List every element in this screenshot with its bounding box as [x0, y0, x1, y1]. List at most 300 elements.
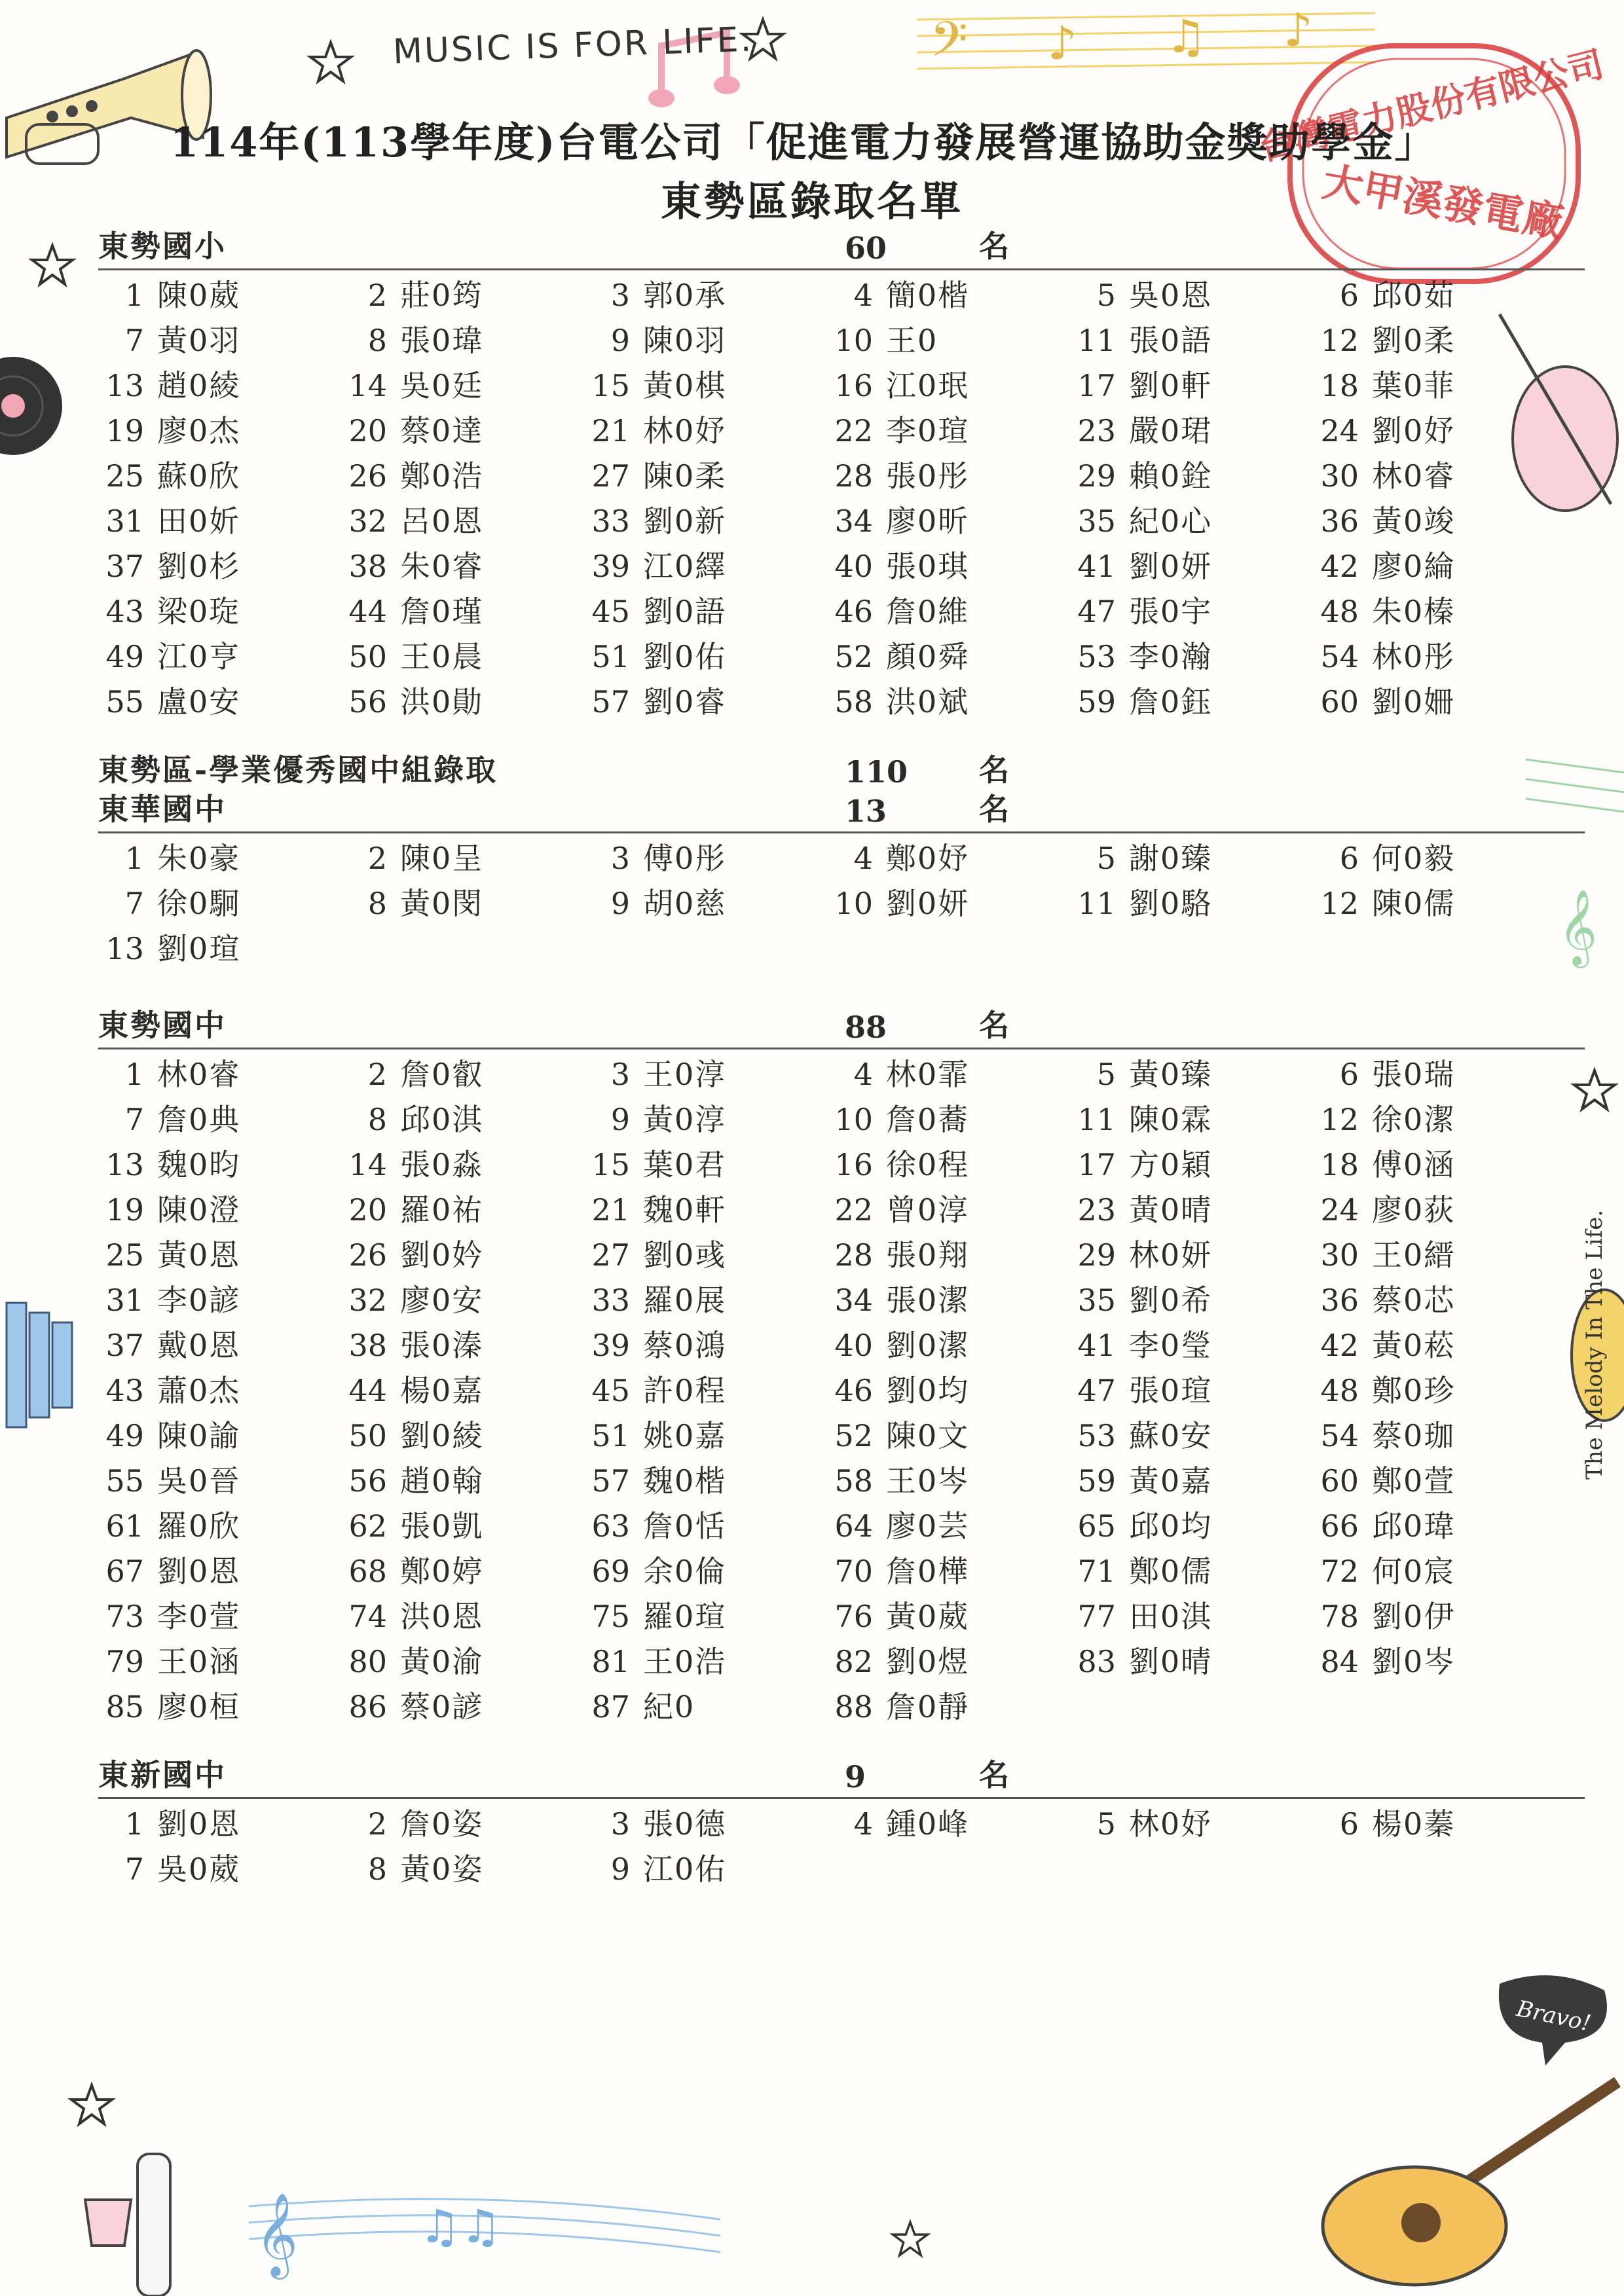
list-item — [1070, 318, 1313, 363]
item-number: 27 — [591, 1237, 630, 1273]
student-name: 劉0岑 — [1372, 1644, 1456, 1679]
list-item — [1313, 1278, 1556, 1323]
item-number: 84 — [1320, 1644, 1359, 1679]
list-item — [1070, 1278, 1313, 1323]
list-item — [1070, 1233, 1313, 1278]
group-unit: 名 — [979, 752, 1009, 788]
list-item — [98, 454, 341, 499]
student-name: 張0瑞 — [1372, 1057, 1456, 1092]
student-name: 蔡0達 — [400, 413, 484, 448]
item-number: 21 — [591, 1192, 630, 1228]
list-item — [827, 1549, 1070, 1594]
student-name: 陳0呈 — [400, 841, 484, 876]
svg-text:♪: ♪ — [1283, 3, 1313, 57]
item-number: 6 — [1339, 841, 1359, 876]
list-item — [584, 680, 827, 725]
list-item — [1070, 589, 1313, 634]
item-number: 6 — [1339, 1806, 1359, 1842]
speech-bubble — [1486, 1971, 1617, 2069]
item-number: 39 — [591, 1328, 630, 1363]
item-number: 41 — [1077, 549, 1116, 584]
item-number: 33 — [591, 503, 630, 539]
item-number: 19 — [105, 1192, 144, 1228]
item-number: 3 — [610, 278, 630, 313]
student-name: 徐0程 — [886, 1147, 970, 1182]
item-number: 7 — [124, 323, 144, 358]
list-item — [1313, 1142, 1556, 1188]
item-number: 31 — [105, 503, 144, 539]
item-number: 1 — [124, 278, 144, 313]
list-item — [341, 680, 584, 725]
item-number: 18 — [1320, 368, 1359, 403]
list-item — [584, 1639, 827, 1685]
student-name: 黃0渝 — [400, 1644, 484, 1679]
list-item — [341, 1278, 584, 1323]
student-name: 詹0靜 — [886, 1689, 970, 1724]
item-number: 48 — [1320, 1373, 1359, 1408]
item-number: 52 — [834, 1418, 873, 1453]
student-name: 蔡0芯 — [1372, 1283, 1456, 1318]
section-count: 60 — [845, 230, 887, 266]
item-number: 25 — [105, 1237, 144, 1273]
section-header — [98, 229, 1585, 270]
item-number: 28 — [834, 458, 873, 494]
item-number: 22 — [834, 1192, 873, 1228]
item-number: 20 — [348, 413, 387, 448]
list-item — [584, 544, 827, 589]
document-title: 114年(113學年度)台電公司「促進電力發展營運協助金獎助學金」 — [170, 118, 1437, 166]
list-item — [98, 1594, 341, 1639]
list-item — [1070, 634, 1313, 680]
svg-text:♫♫: ♫♫ — [419, 2200, 502, 2253]
student-name: 何0宸 — [1372, 1554, 1456, 1589]
list-item — [98, 836, 341, 881]
student-name: 顏0舜 — [886, 639, 970, 674]
list-item — [1070, 1549, 1313, 1594]
section-unit: 名 — [979, 1008, 1009, 1043]
list-item — [827, 318, 1070, 363]
item-number: 20 — [348, 1192, 387, 1228]
list-item — [1313, 1233, 1556, 1278]
item-number: 1 — [124, 841, 144, 876]
item-number: 4 — [853, 278, 873, 313]
slogan-text: MUSIC IS FOR LIFE. — [392, 20, 754, 72]
student-name: 廖0芸 — [886, 1508, 970, 1544]
list-item — [1070, 1413, 1313, 1459]
student-name: 胡0慈 — [643, 886, 727, 921]
list-item — [341, 1188, 584, 1233]
student-name: 王0縉 — [1372, 1237, 1456, 1273]
list-item — [1313, 1188, 1556, 1233]
student-name: 黃0菘 — [1372, 1328, 1456, 1363]
student-name: 張0瑋 — [400, 323, 484, 358]
list-item — [827, 1459, 1070, 1504]
student-name: 黃0淳 — [643, 1102, 727, 1137]
item-number: 2 — [367, 1057, 387, 1092]
list-item — [98, 680, 341, 725]
list-item — [1070, 363, 1313, 409]
item-number: 63 — [591, 1508, 630, 1544]
item-number: 28 — [834, 1237, 873, 1273]
student-name: 洪0勛 — [400, 684, 484, 720]
list-item — [341, 1233, 584, 1278]
seal-line-1: 台灣電力股份有限公司 — [1254, 43, 1608, 169]
student-name: 余0倫 — [643, 1554, 727, 1589]
student-name: 劉0綾 — [400, 1418, 484, 1453]
item-number: 51 — [591, 639, 630, 674]
item-number: 46 — [834, 1373, 873, 1408]
name-grid — [98, 1802, 1585, 1892]
student-name: 簡0楷 — [886, 278, 970, 313]
student-name: 羅0祐 — [400, 1192, 484, 1228]
student-name: 蔡0鴻 — [643, 1328, 727, 1363]
student-name: 劉0恩 — [157, 1554, 241, 1589]
list-item — [827, 409, 1070, 454]
item-number: 31 — [105, 1283, 144, 1318]
item-number: 43 — [105, 1373, 144, 1408]
student-name: 王0浩 — [643, 1644, 727, 1679]
list-item — [827, 499, 1070, 544]
item-number: 85 — [105, 1689, 144, 1724]
list-item — [1313, 1594, 1556, 1639]
student-name: 李0瑄 — [886, 413, 970, 448]
student-name: 江0佑 — [643, 1851, 727, 1887]
list-item — [827, 1323, 1070, 1368]
item-number: 65 — [1077, 1508, 1116, 1544]
list-item — [341, 1459, 584, 1504]
school-section — [98, 1008, 1585, 1730]
item-number: 53 — [1077, 639, 1116, 674]
svg-text:𝄞: 𝄞 — [1559, 888, 1598, 965]
item-number: 72 — [1320, 1554, 1359, 1589]
star-icon — [891, 2219, 930, 2259]
list-item — [584, 1685, 827, 1730]
item-number: 44 — [348, 594, 387, 629]
list-item — [584, 409, 827, 454]
student-name: 黃0葳 — [886, 1599, 970, 1634]
student-name: 張0翔 — [886, 1237, 970, 1273]
item-number: 13 — [105, 368, 144, 403]
item-number: 36 — [1320, 503, 1359, 539]
student-name: 徐0潔 — [1372, 1102, 1456, 1137]
list-item — [584, 1459, 827, 1504]
svg-text:𝄞: 𝄞 — [255, 2192, 299, 2276]
student-name: 廖0荻 — [1372, 1192, 1456, 1228]
star-icon — [29, 242, 75, 288]
list-item — [1070, 454, 1313, 499]
student-name: 傅0彤 — [643, 841, 727, 876]
student-name: 陳0諭 — [157, 1418, 241, 1453]
student-name: 楊0蓁 — [1372, 1806, 1456, 1842]
item-number: 68 — [348, 1554, 387, 1589]
student-name: 洪0恩 — [400, 1599, 484, 1634]
list-item — [827, 1639, 1070, 1685]
list-item — [98, 1188, 341, 1233]
item-number: 3 — [610, 1806, 630, 1842]
item-number: 40 — [834, 549, 873, 584]
list-item — [827, 1594, 1070, 1639]
item-number: 52 — [834, 639, 873, 674]
item-number: 15 — [591, 1147, 630, 1182]
item-number: 57 — [591, 1463, 630, 1499]
student-name: 邱0均 — [1129, 1508, 1213, 1544]
student-name: 黃0羽 — [157, 323, 241, 358]
list-item — [341, 318, 584, 363]
item-number: 86 — [348, 1689, 387, 1724]
student-name: 王0晨 — [400, 639, 484, 674]
item-number: 26 — [348, 1237, 387, 1273]
student-name: 劉0瑄 — [157, 931, 241, 966]
list-item — [584, 589, 827, 634]
student-name: 劉0恩 — [157, 1806, 241, 1842]
student-name: 林0霏 — [886, 1057, 970, 1092]
section-header — [98, 792, 1585, 833]
list-item — [1070, 1802, 1313, 1847]
item-number: 27 — [591, 458, 630, 494]
item-number: 9 — [610, 886, 630, 921]
student-name: 詹0姿 — [400, 1806, 484, 1842]
student-name: 廖0桓 — [157, 1689, 241, 1724]
item-number: 17 — [1077, 1147, 1116, 1182]
item-number: 11 — [1077, 886, 1116, 921]
student-name: 莊0筠 — [400, 278, 484, 313]
student-name: 鍾0峰 — [886, 1806, 970, 1842]
student-name: 張0凱 — [400, 1508, 484, 1544]
list-item — [1313, 836, 1556, 881]
student-name: 李0瀚 — [1129, 639, 1213, 674]
item-number: 7 — [124, 1102, 144, 1137]
student-name: 謝0臻 — [1129, 841, 1213, 876]
student-name: 蔡0珈 — [1372, 1418, 1456, 1453]
section-count: 9 — [845, 1759, 866, 1795]
list-item — [584, 1549, 827, 1594]
item-number: 47 — [1077, 594, 1116, 629]
student-name: 劉0妍 — [1129, 549, 1213, 584]
list-item — [827, 1368, 1070, 1413]
name-grid — [98, 1052, 1585, 1730]
item-number: 61 — [105, 1508, 144, 1544]
student-name: 江0亨 — [157, 639, 241, 674]
student-name: 邱0茹 — [1372, 278, 1456, 313]
student-name: 張0彤 — [886, 458, 970, 494]
item-number: 66 — [1320, 1508, 1359, 1544]
item-number: 8 — [367, 1102, 387, 1137]
list-item — [1070, 1639, 1313, 1685]
list-item — [341, 1142, 584, 1188]
item-number: 16 — [834, 1147, 873, 1182]
item-number: 8 — [367, 886, 387, 921]
list-item — [827, 1504, 1070, 1549]
item-number: 38 — [348, 1328, 387, 1363]
item-number: 58 — [834, 684, 873, 720]
student-name: 廖0昕 — [886, 503, 970, 539]
item-number: 35 — [1077, 503, 1116, 539]
list-item — [341, 363, 584, 409]
item-number: 5 — [1096, 278, 1116, 313]
list-item — [98, 273, 341, 318]
list-item — [827, 1278, 1070, 1323]
student-name: 邱0瑋 — [1372, 1508, 1456, 1544]
list-item — [1313, 409, 1556, 454]
item-number: 3 — [610, 841, 630, 876]
list-item — [1313, 1097, 1556, 1142]
list-item — [827, 1142, 1070, 1188]
item-number: 57 — [591, 684, 630, 720]
guitar-illustration — [1310, 2062, 1624, 2291]
list-item — [1070, 1323, 1313, 1368]
item-number: 87 — [591, 1689, 630, 1724]
list-item — [827, 589, 1070, 634]
list-item — [341, 1052, 584, 1097]
student-name: 王0 — [886, 323, 938, 358]
wine-bottle-illustration — [79, 2128, 210, 2296]
item-number: 45 — [591, 594, 630, 629]
list-item — [341, 1847, 584, 1892]
item-number: 60 — [1320, 1463, 1359, 1499]
student-name: 魏0楷 — [643, 1463, 727, 1499]
item-number: 14 — [348, 368, 387, 403]
list-item — [341, 499, 584, 544]
student-name: 劉0煜 — [886, 1644, 970, 1679]
student-name: 劉0晴 — [1129, 1644, 1213, 1679]
vinyl-record-illustration — [0, 354, 65, 458]
list-item — [1070, 544, 1313, 589]
item-number: 39 — [591, 549, 630, 584]
student-name: 鄭0珍 — [1372, 1373, 1456, 1408]
item-number: 54 — [1320, 1418, 1359, 1453]
list-item — [1070, 409, 1313, 454]
list-item — [98, 1142, 341, 1188]
student-name: 劉0姍 — [1372, 684, 1456, 720]
list-item — [584, 1802, 827, 1847]
item-number: 56 — [348, 1463, 387, 1499]
student-name: 黃0姿 — [400, 1851, 484, 1887]
student-name: 劉0杉 — [157, 549, 241, 584]
student-name: 田0妡 — [157, 503, 241, 539]
student-name: 陳0霖 — [1129, 1102, 1213, 1137]
document-subtitle: 東勢區錄取名單 — [660, 177, 963, 225]
list-item — [98, 1504, 341, 1549]
list-item — [827, 544, 1070, 589]
student-name: 姚0嘉 — [643, 1418, 727, 1453]
list-item — [584, 1142, 827, 1188]
student-name: 黃0嘉 — [1129, 1463, 1213, 1499]
item-number: 43 — [105, 594, 144, 629]
list-item — [98, 1323, 341, 1368]
item-number: 7 — [124, 886, 144, 921]
section-header — [98, 1758, 1585, 1799]
item-number: 59 — [1077, 1463, 1116, 1499]
list-item — [827, 881, 1070, 926]
list-item — [341, 1323, 584, 1368]
list-item — [827, 1413, 1070, 1459]
student-name: 江0繹 — [643, 549, 727, 584]
item-number: 40 — [834, 1328, 873, 1363]
student-name: 詹0叡 — [400, 1057, 484, 1092]
list-item — [1070, 1097, 1313, 1142]
list-item — [98, 1802, 341, 1847]
student-name: 朱0豪 — [157, 841, 241, 876]
list-item — [827, 454, 1070, 499]
list-item — [584, 1052, 827, 1097]
student-name: 黃0恩 — [157, 1237, 241, 1273]
student-name: 洪0斌 — [886, 684, 970, 720]
item-number: 49 — [105, 639, 144, 674]
list-item — [341, 1368, 584, 1413]
student-name: 劉0妍 — [886, 886, 970, 921]
item-number: 54 — [1320, 639, 1359, 674]
item-number: 50 — [348, 639, 387, 674]
side-caption: The Melody In The Life. — [1581, 1209, 1608, 1480]
item-number: 88 — [834, 1689, 873, 1724]
item-number: 44 — [348, 1373, 387, 1408]
list-item — [1313, 1459, 1556, 1504]
list-item — [584, 1097, 827, 1142]
list-item — [98, 1278, 341, 1323]
list-item — [98, 544, 341, 589]
list-item — [584, 499, 827, 544]
student-name: 吳0恩 — [1129, 278, 1213, 313]
student-name: 葉0菲 — [1372, 368, 1456, 403]
list-item — [1313, 1802, 1556, 1847]
item-number: 62 — [348, 1508, 387, 1544]
item-number: 24 — [1320, 1192, 1359, 1228]
student-name: 傅0涵 — [1372, 1147, 1456, 1182]
item-number: 9 — [610, 323, 630, 358]
list-item — [98, 1549, 341, 1594]
list-item — [1070, 1052, 1313, 1097]
item-number: 15 — [591, 368, 630, 403]
student-name: 陳0儒 — [1372, 886, 1456, 921]
item-number: 50 — [348, 1418, 387, 1453]
item-number: 11 — [1077, 323, 1116, 358]
student-name: 劉0希 — [1129, 1283, 1213, 1318]
list-item — [1070, 1459, 1313, 1504]
student-name: 田0淇 — [1129, 1599, 1213, 1634]
list-item — [827, 273, 1070, 318]
student-name: 劉0潔 — [886, 1328, 970, 1363]
list-item — [341, 1802, 584, 1847]
item-number: 9 — [610, 1102, 630, 1137]
list-item — [584, 1323, 827, 1368]
student-name: 詹0樺 — [886, 1554, 970, 1589]
item-number: 10 — [834, 323, 873, 358]
student-name: 劉0佑 — [643, 639, 727, 674]
student-name: 黃0竣 — [1372, 503, 1456, 539]
list-item — [827, 1188, 1070, 1233]
student-name: 詹0鈺 — [1129, 684, 1213, 720]
item-number: 75 — [591, 1599, 630, 1634]
list-item — [98, 1097, 341, 1142]
item-number: 19 — [105, 413, 144, 448]
item-number: 34 — [834, 503, 873, 539]
student-name: 劉0語 — [643, 594, 727, 629]
item-number: 6 — [1339, 1057, 1359, 1092]
item-number: 49 — [105, 1418, 144, 1453]
list-item — [584, 1504, 827, 1549]
bravo-text: Bravo! — [1514, 1995, 1593, 2037]
list-item — [1070, 1188, 1313, 1233]
item-number: 9 — [610, 1851, 630, 1887]
student-name: 詹0典 — [157, 1102, 241, 1137]
list-item — [1070, 1594, 1313, 1639]
list-item — [341, 634, 584, 680]
school-section — [98, 229, 1585, 725]
name-grid — [98, 273, 1585, 725]
item-number: 4 — [853, 1806, 873, 1842]
student-name: 楊0嘉 — [400, 1373, 484, 1408]
student-name: 嚴0珺 — [1129, 413, 1213, 448]
